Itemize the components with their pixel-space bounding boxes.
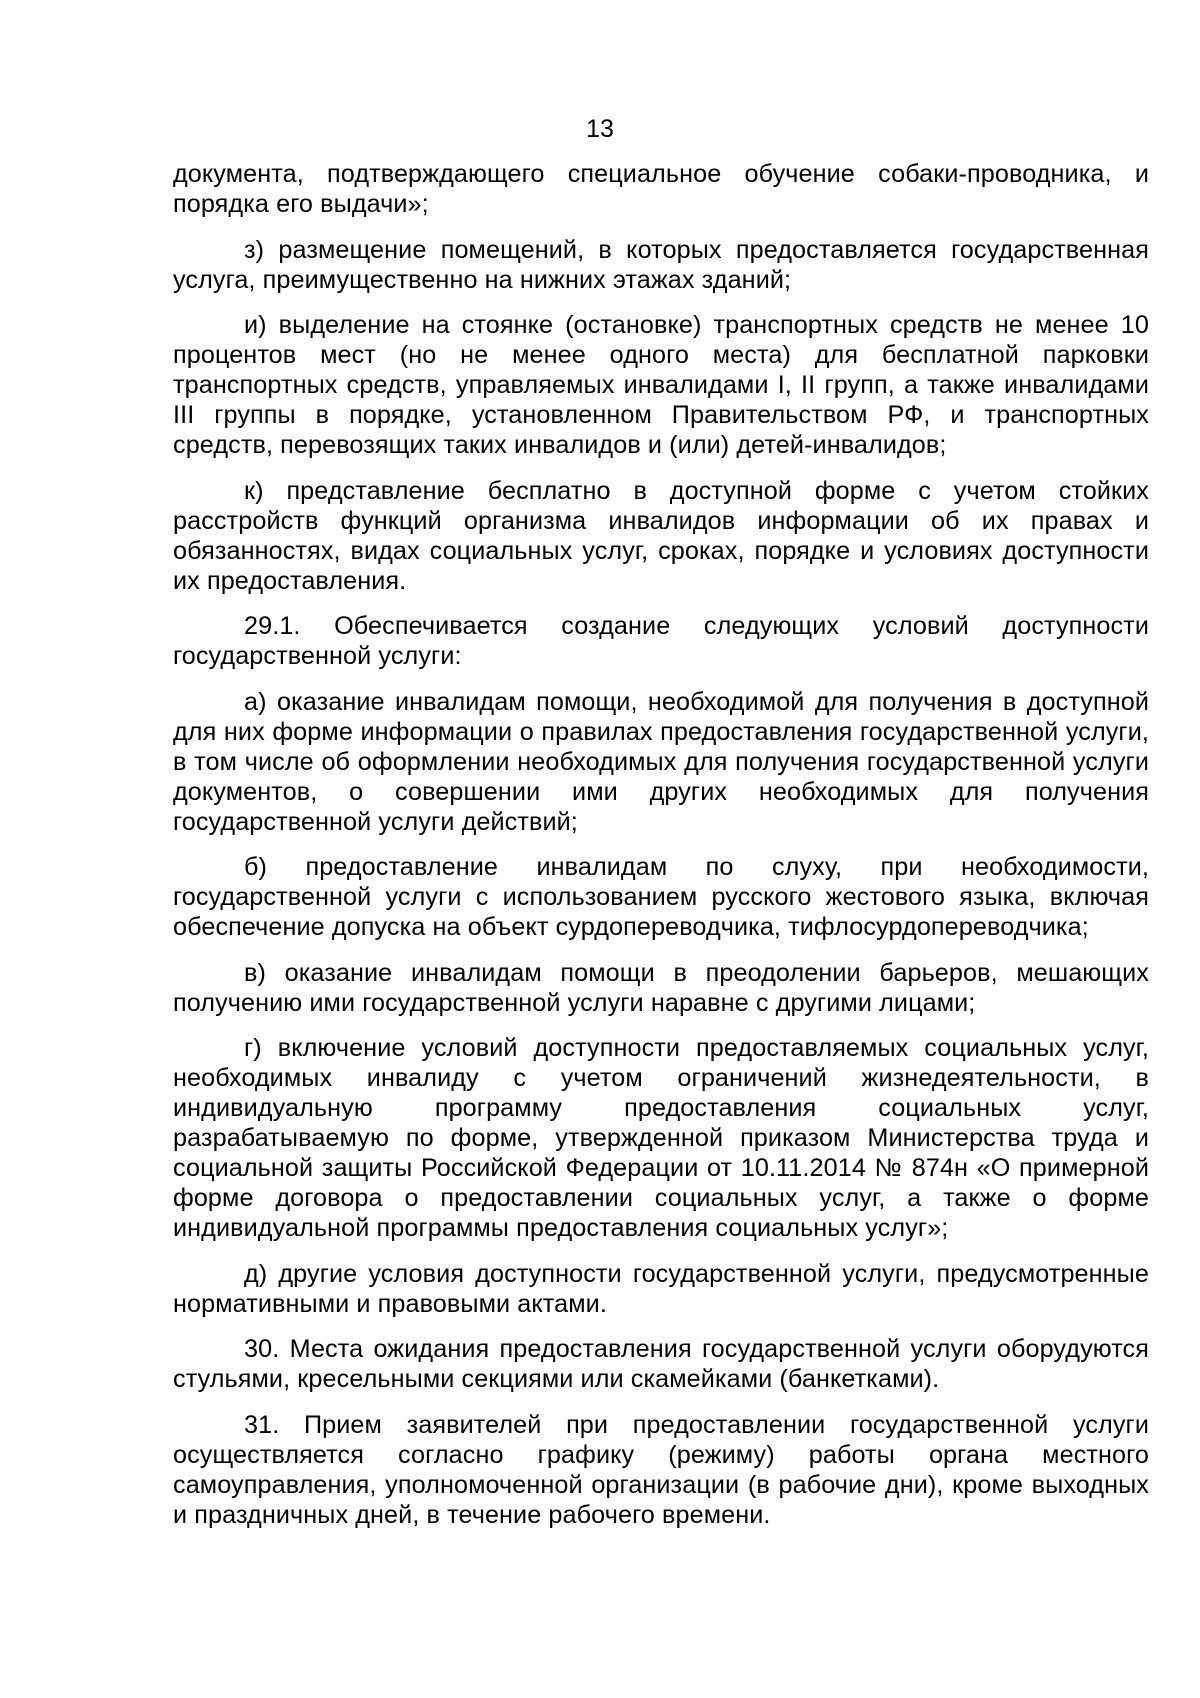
paragraph-item-g: г) включение условий доступности предоставляемых социальных услуг, необходимых инвалиду с учетом ограничений жизнедеятельности, в индивидуальную программу предоставления социальных услуг, разрабатываемую по форме, утвержденной приказом Министерства труда и социальной защиты Российской Федерации от 10.11.2014 № 874н «О примерной форме договора о предоставлении социальных услуг, а также о форме индивидуальной программы предоставления социальных услуг»; bbox=[173, 1034, 1149, 1242]
paragraph-clause-30: 30. Места ожидания предоставления государственной услуги оборудуются стульями, кресельными секциями или скамейками (банкетками). bbox=[173, 1335, 1149, 1393]
paragraph-item-a: а) оказание инвалидам помощи, необходимой для получения в доступной для них форме информации о правилах предоставления государственной услуги, в том числе об оформлении необходимых для получения государственной услуги документов, о совершении ими других необходимых для получения государственной услуги действий; bbox=[173, 687, 1149, 836]
paragraph-item-i: и) выделение на стоянке (остановке) транспортных средств не менее 10 процентов мест (но не менее одного места) для бесплатной парковки транспортных средств, управляемых инвалидами I, II групп, а также инвалидами III группы в порядке, установленном Правительством РФ, и транспортных средств, перевозящих таких инвалидов и (или) детей-инвалидов; bbox=[173, 311, 1149, 459]
paragraph-continuation: документа, подтверждающего специальное обучение собаки-проводника, и порядка его выдачи»; bbox=[173, 160, 1149, 218]
paragraph-item-v: в) оказание инвалидам помощи в преодолении барьеров, мешающих получению ими государственной услуги наравне с другими лицами; bbox=[173, 958, 1149, 1017]
paragraph-item-k: к) представление бесплатно в доступной форме с учетом стойких расстройств функций организма инвалидов информации об их правах и обязанностях, видах социальных услуг, сроках, порядке и условиях доступности их предоставления. bbox=[173, 476, 1149, 595]
document-body bbox=[173, 159, 1149, 1545]
page-number: 13 bbox=[586, 115, 614, 143]
paragraph-item-z: з) размещение помещений, в которых предоставляется государственная услуга, преимущественно на нижних этажах зданий; bbox=[173, 235, 1149, 294]
paragraph-item-b: б) предоставление инвалидам по слуху, при необходимости, государственной услуги с использованием русского жестового языка, включая обеспечение допуска на объект сурдопереводчика, тифлосурдопереводчика; bbox=[173, 853, 1149, 941]
paragraph-clause-29-1: 29.1. Обеспечивается создание следующих условий доступности государственной услуги: bbox=[173, 612, 1149, 670]
paragraph-item-d: д) другие условия доступности государственной услуги, предусмотренные нормативными и правовыми актами. bbox=[173, 1259, 1149, 1318]
paragraph-clause-31: 31. Прием заявителей при предоставлении государственной услуги осуществляется согласно графику (режиму) работы органа местного самоуправления, уполномоченной организации (в рабочие дни), кроме выходных и праздничных дней, в течение рабочего времени. bbox=[173, 1410, 1149, 1529]
